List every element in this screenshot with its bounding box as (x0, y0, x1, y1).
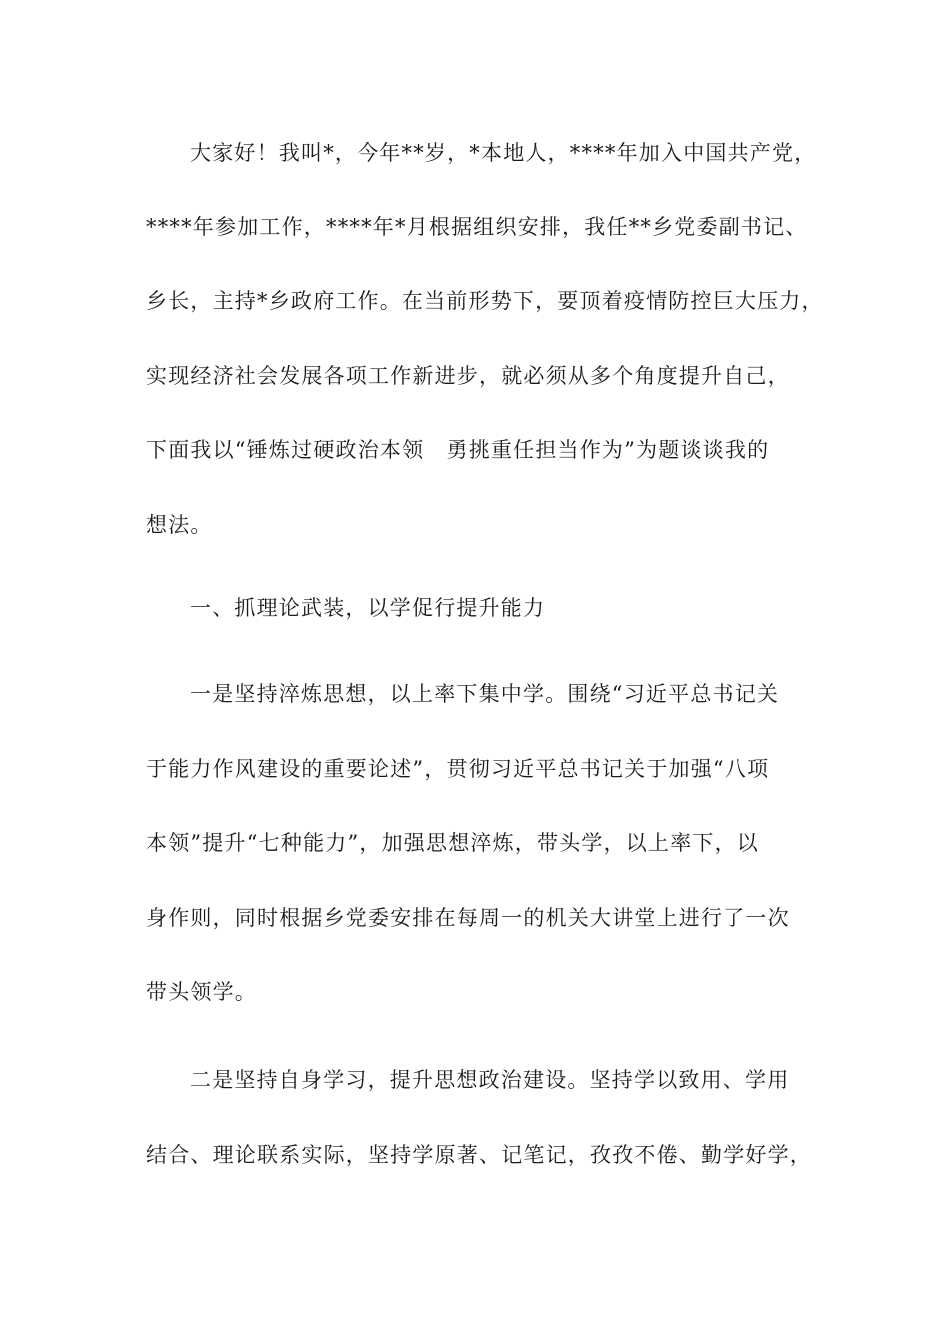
paragraph-1-line-3: 乡长，主持*乡政府工作。在当前形势下，要顶着疫情防控巨大压力， (146, 289, 824, 313)
paragraph-2-line-4: 身作则，同时根据乡党委安排在每周一的机关大讲堂上进行了一次 (146, 906, 790, 930)
paragraph-1-line-6: 想法。 (146, 513, 213, 537)
paragraph-3-line-1: 二是坚持自身学习，提升思想政治建设。坚持学以致用、学用 (190, 1068, 790, 1092)
paragraph-1-line-5: 下面我以“锤炼过硬政治本领 勇挑重任担当作为”为题谈谈我的 (146, 438, 770, 462)
paragraph-1-line-1: 大家好！我叫*，今年**岁，*本地人，****年加入中国共产党， (190, 141, 817, 165)
paragraph-3-line-2: 结合、理论联系实际，坚持学原著、记笔记，孜孜不倦、勤学好学， (146, 1143, 812, 1167)
paragraph-2-line-2: 于能力作风建设的重要论述”，贯彻习近平总书记关于加强“八项 (146, 757, 770, 781)
section-heading: 一、抓理论武装，以学促行提升能力 (190, 596, 546, 620)
paragraph-2-line-3: 本领”提升“七种能力”，加强思想淬炼，带头学，以上率下，以 (146, 831, 760, 855)
paragraph-1-line-4: 实现经济社会发展各项工作新进步，就必须从多个角度提升自己， (146, 364, 790, 388)
paragraph-2-line-1: 一是坚持淬炼思想，以上率下集中学。围绕“习近平总书记关 (190, 682, 780, 706)
paragraph-1-line-2: ****年参加工作，****年*月根据组织安排，我任**乡党委副书记、 (146, 215, 808, 239)
paragraph-2-line-5: 带头领学。 (146, 980, 257, 1004)
